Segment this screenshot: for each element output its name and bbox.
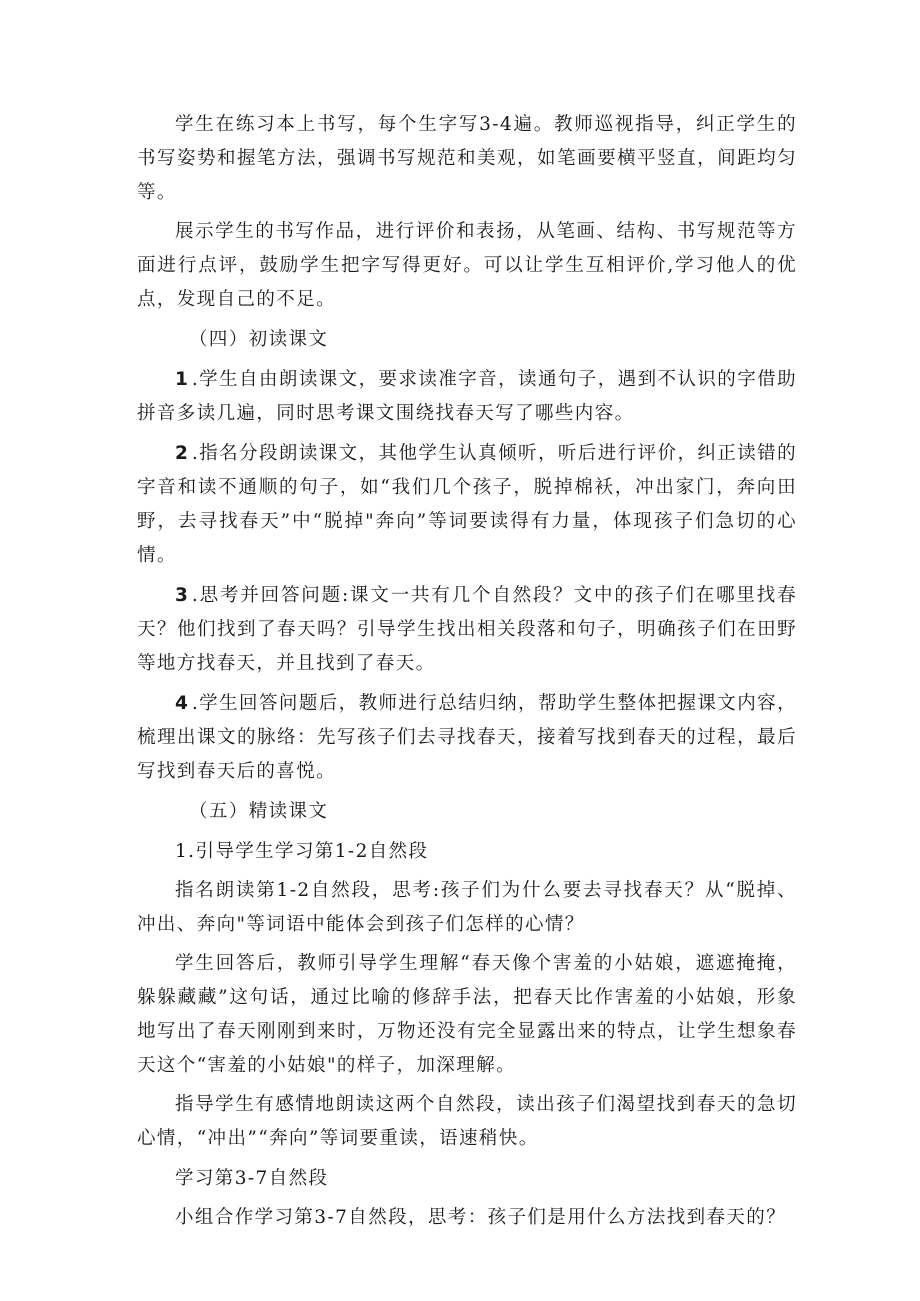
list-item [137, 363, 797, 431]
list-item-text: .学生自由朗读课文，要求读准字音，读通句子，遇到不认识的字借助拼音多读几遍，同时思考课文围绕找春天写了哪些内容。 [137, 369, 797, 424]
subheading-paragraphs-1-2: 1.引导学生学习第1-2自然段 [175, 841, 429, 862]
paragraph-group-study: 小组合作学习第3-7自然段，思考：孩子们是用什么方法找到春天的？ [175, 1207, 787, 1228]
section-heading-first-reading: （四）初读课文 [189, 329, 329, 350]
paragraph-emotional-reading: 指导学生有感情地朗读这两个自然段，读出孩子们渴望找到春天的急切心情，“冲出”“奔向”等词要重读，语速稍快。 [137, 1094, 797, 1149]
paragraph-evaluation: 展示学生的书写作品，进行评价和表扬，从笔画、结构、书写规范等方面进行点评，鼓励学生把字写得更好。可以让学生互相评价,学习他人的优点，发现自己的不足。 [137, 221, 797, 310]
paragraph-read-aloud: 指名朗读第1-2自然段，思考:孩子们为什么要去寻找春天？从“脱掉、冲出、奔向"等词语中能体会到孩子们怎样的心情？ [137, 880, 797, 935]
subheading-paragraphs-3-7: 学习第3-7自然段 [175, 1168, 329, 1189]
section-heading-close-reading: （五）精读课文 [189, 801, 329, 822]
list-item [137, 687, 797, 789]
list-item-text: .学生回答问题后，教师进行总结归纳，帮助学生整体把握课文内容，梳理出课文的脉络：先写孩子们去寻找春天，接着写找到春天的过程，最后写找到春天后的喜悦。 [137, 693, 797, 782]
list-item-number: 2 [175, 443, 192, 464]
list-item-number: 1 [175, 369, 192, 390]
list-item [137, 579, 797, 681]
list-item-number: 3 [175, 585, 192, 606]
document-page [137, 108, 797, 1235]
list-item-text: .思考并回答问题:课文一共有几个自然段？文中的孩子们在哪里找春天？他们找到了春天吗？引导学生找出相关段落和句子，明确孩子们在田野等地方找春天，并且找到了春天。 [137, 585, 797, 674]
list-item-text: .指名分段朗读课文，其他学生认真倾听，听后进行评价，纠正读错的字音和读不通顺的句子，如“我们几个孩子，脱掉棉袄，冲出家门，奔向田野，去寻找春天”中“脱掉"奔向”等词要读得有力量，体现孩子们急切的心情。 [137, 443, 797, 566]
list-item [137, 437, 797, 573]
list-item-number: 4 [175, 693, 192, 714]
paragraph-metaphor: 学生回答后，教师引导学生理解“春天像个害羞的小姑娘，遮遮掩掩，躲躲藏藏”这句话，通过比喻的修辞手法，把春天比作害羞的小姑娘，形象地写出了春天刚刚到来时，万物还没有完全显露出来的特点，让学生想象春天这个“害羞的小姑娘"的样子，加深理解。 [137, 953, 797, 1076]
paragraph-writing-practice: 学生在练习本上书写，每个生字写3-4遍。教师巡视指导，纠正学生的书写姿势和握笔方法，强调书写规范和美观，如笔画要横平竖直，间距均匀等。 [137, 114, 797, 203]
